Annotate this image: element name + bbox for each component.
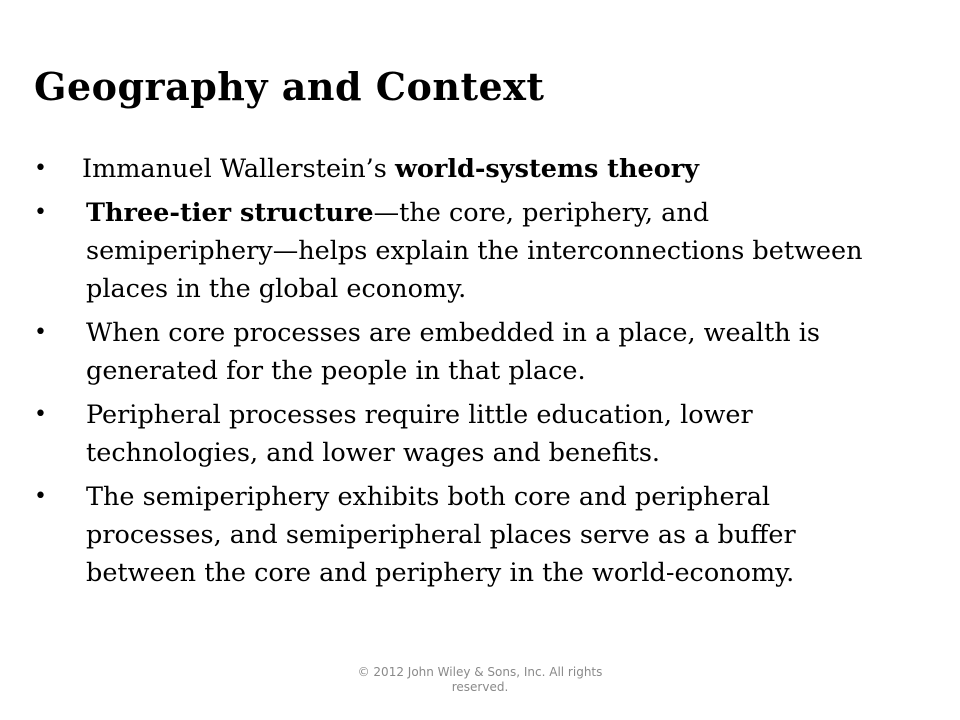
bullet-text: —the core, periphery, and semiperiphery—helps explain the interconnections between places in the global economy.	[86, 198, 863, 304]
bullet-dot: •	[34, 402, 47, 427]
copyright-footer: © 2012 John Wiley & Sons, Inc. All rights reserved.	[357, 665, 603, 694]
bullet-text: Immanuel Wallerstein’s	[82, 154, 395, 184]
bullet-dot: •	[34, 320, 47, 345]
bullet-item-peripheral-processes	[0, 396, 886, 472]
bullet-dot: •	[34, 156, 47, 181]
bullet-text: Peripheral processes require little education, lower technologies, and lower wages and benefits.	[86, 400, 753, 468]
bullet-dot: •	[34, 200, 47, 225]
slide-title: Geography and Context	[34, 64, 545, 109]
bullet-item-three-tier	[0, 194, 886, 308]
bullet-text: The semiperiphery exhibits both core and peripheral processes, and semiperipheral places serve as a buffer between the core and periphery in the world-economy.	[86, 482, 796, 588]
bullet-text: When core processes are embedded in a place, wealth is generated for the people in that place.	[86, 318, 820, 386]
bullet-list	[0, 150, 960, 598]
bullet-item-world-systems	[0, 150, 882, 188]
bullet-bold-text: Three-tier structure	[86, 198, 374, 228]
bullet-item-semiperiphery	[0, 478, 886, 592]
bullet-dot: •	[34, 484, 47, 509]
bullet-item-core-processes	[0, 314, 886, 390]
bullet-bold-text: world-systems theory	[394, 154, 699, 184]
